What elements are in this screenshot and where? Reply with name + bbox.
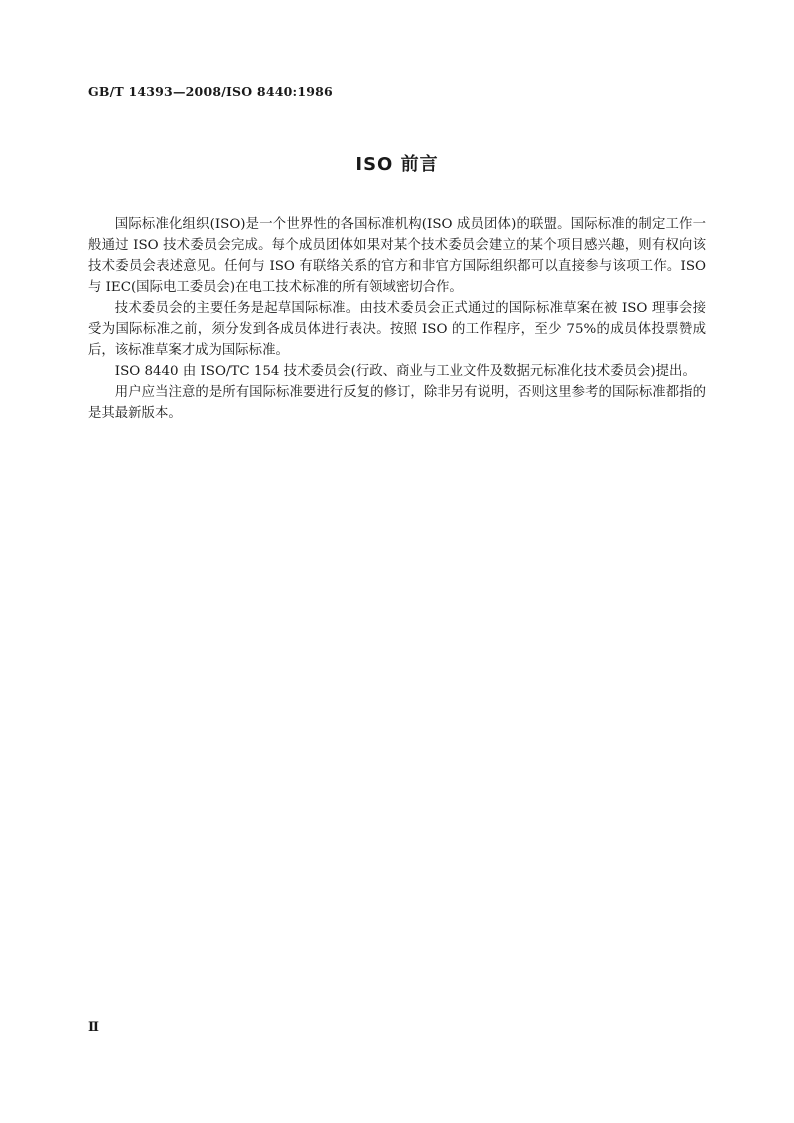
page-title: ISO 前言 (355, 154, 439, 175)
paragraph-technical-committee-task: 技术委员会的主要任务是起草国际标准。由技术委员会正式通过的国际标准草案在被 ISO 理事会接受为国际标准之前，须分发到各成员体进行表决。按照 ISO 的工作程序，至少 75%的成员体投票赞成后，该标准草案才成为国际标准。 (88, 301, 706, 358)
page-number: Ⅱ (88, 1020, 99, 1035)
paragraph-iso-8440-origin: ISO 8440 由 ISO/TC 154 技术委员会(行政、商业与工业文件及数据元标准化技术委员会)提出。 (114, 364, 696, 379)
paragraph-iso-organization: 国际标准化组织(ISO)是一个世界性的各国标准机构(ISO 成员团体)的联盟。国际标准的制定工作一般通过 ISO 技术委员会完成。每个成员团体如果对某个技术委员会建立的某个项目感兴趣，则有权向该技术委员会表述意见。任何与 ISO 有联络关系的官方和非官方国际组织都可以直接参与该项工作。ISO 与 IEC(国际电工委员会)在电工技术标准的所有领域密切合作。 (88, 217, 706, 295)
document-header: GB/T 14393—2008/ISO 8440:1986 (88, 84, 333, 99)
foreword-body (88, 214, 706, 424)
paragraph-user-notice: 用户应当注意的是所有国际标准要进行反复的修订，除非另有说明，否则这里参考的国际标准都指的是其最新版本。 (88, 385, 706, 421)
